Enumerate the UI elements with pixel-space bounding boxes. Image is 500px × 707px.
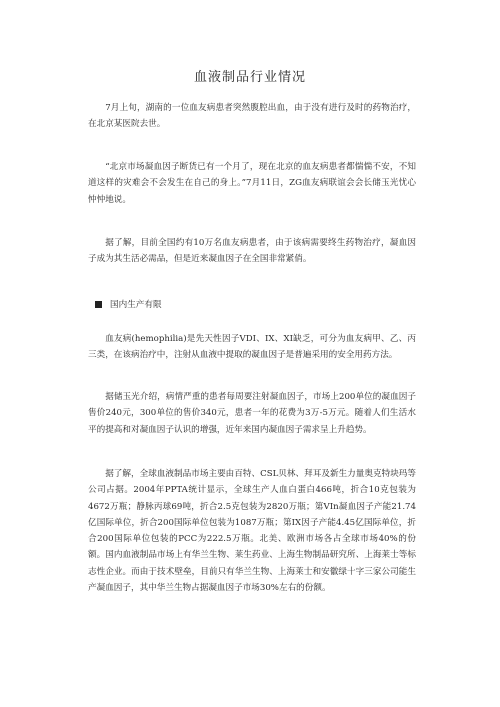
section-heading: [95, 297, 162, 313]
section-paragraph-2: 据储玉光介绍，病情严重的患者每周要注射凝血因子，市场上200单位的凝血因子售价240元，300单位的售价340元，患者一年的花费为3万-5万元。随着人们生活水平的提高和对凝血因子认识的增强，近年来国内凝血因子需求呈上升趋势。: [88, 392, 416, 435]
paragraph-3: 据了解，目前全国约有10万名血友病患者，由于该病需要终生药物治疗，凝血因子成为其生活必需品，但是近来凝血因子在全国非常紧俏。: [88, 238, 416, 265]
paragraph-1: 7月上旬，湖南的一位血友病患者突然腹腔出血，由于没有进行及时的药物治疗，在北京某医院去世。: [88, 103, 416, 130]
square-bullet-icon: [95, 301, 102, 308]
section-paragraph-3: 据了解，全球血液制品市场主要由百特、CSL贝林、拜耳及新生力量奥克特块玛等公司占据。2004年PPTA统计显示，全球生产人血白蛋白466吨，折合10克包装为4672万瓶；静脉丙球69吨，折合2.5克包装为2820万瓶；第VIn凝血因子产能21.74亿国际单位，折合200国际单位包装为1087万瓶；第IX因子产能4.45亿国际单位，折合200国际单位包装的PCC为222.5万瓶。北美、欧洲市场各占全球市场40%的份额。国内血液制品市场上有华兰生物、莱生药业、上海生物制品研究所、上海莱士等标志性企业。而由于技术壁垒，目前只有华兰生物、上海莱士和安徽绿十字三家公司能生产凝血因子，其中华兰生物占据凝血因子市场30%左右的份额。: [88, 469, 416, 594]
section-paragraph-1: 血友病(hemophilia)是先天性因子VDI、IX、XI缺乏，可分为血友病甲、乙、丙三类，在该病治疗中，注射从血液中提取的凝血因子是普遍采用的安全用药方法。: [88, 334, 416, 361]
section-heading-text: 国内生产有限: [110, 300, 162, 310]
paragraph-2: “北京市场凝血因子断货已有一个月了，现在北京的血友病患者都惴惴不安，不知道这样的灾难会不会发生在自己的身上。”7月11日，ZG血友病联谊会会长储玉光忧心忡忡地说。: [88, 162, 416, 205]
document-title: 血液制品行业情况: [193, 70, 306, 85]
